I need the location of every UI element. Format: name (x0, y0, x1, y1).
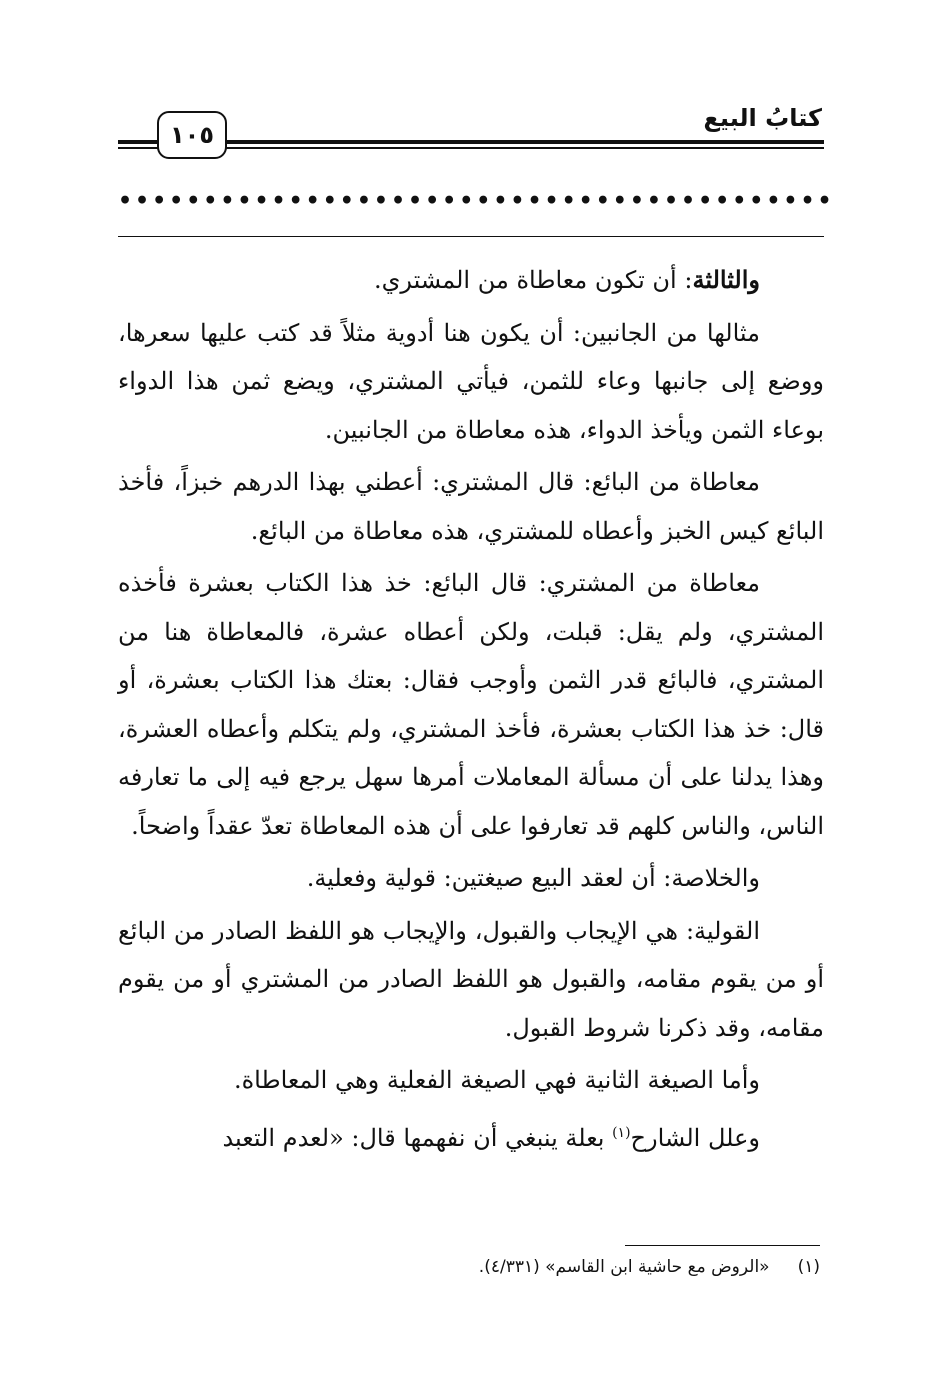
paragraph-7: وأما الصيغة الثانية فهي الصيغة الفعلية وهي المعاطاة. (233, 1066, 760, 1094)
footnote (130, 1257, 820, 1277)
paragraph-2: مثالها من الجانبين: أن يكون هنا أدوية مثلاً قد كتب عليها سعرها، ووضع إلى جانبها وعاء للثمن، فيأتي المشتري، ويضع ثمن هذا الدواء بوعاء الثمن ويأخذ الدواء، هذه معاطاة من الجانبين. (118, 318, 824, 444)
footnote-reference[interactable]: (١) (612, 1124, 631, 1141)
paragraph-lead: والثالثة (692, 265, 760, 294)
paragraph-text: وعلل الشارح (630, 1123, 760, 1152)
page-number-badge (157, 111, 227, 159)
section-rule (118, 236, 824, 237)
paragraph-8 (118, 1109, 824, 1163)
paragraph-5: والخلاصة: أن لعقد البيع صيغتين: قولية وفعلية. (306, 864, 760, 892)
paragraph-4: معاطاة من المشتري: قال البائع: خذ هذا الكتاب بعشرة فأخذه المشتري، ولم يقل: قبلت، ولكن أعطاه عشرة، فالمعاطاة هنا من المشتري، فالبائع قدر الثمن وأوجب فقال: بعتك هذا الكتاب بعشرة، أو قال: خذ هذا الكتاب بعشرة، فأخذ المشتري، ولم يتكلم وأعطاه العشرة، وهذا يدلنا على أن مسألة المعاملات أمرها سهل يرجع فيه إلى ما تعارفه الناس، والناس كلهم قد تعارفوا على أن هذه المعاطاة تعدّ عقداً واضحاً. (118, 569, 824, 840)
paragraph-3: معاطاة من البائع: قال المشتري: أعطني بهذا الدرهم خبزاً، فأخذ البائع كيس الخبز وأعطاه للمشتري، هذه معاطاة من البائع. (118, 468, 824, 545)
header-rule-left-thick (118, 140, 158, 144)
dotted-separator: •••••••••••••••••••••••••••••••••••••••••• (118, 188, 835, 214)
page-number: ١٠٥ (170, 121, 214, 149)
paragraph-6: القولية: هي الإيجاب والقبول، والإيجاب هو اللفظ الصادر من البائع أو من يقوم مقامه، والقبول هو اللفظ الصادر من المشتري أو من يقوم مقامه، وقد ذكرنا شروط القبول. (118, 916, 824, 1042)
header-rule-right-thick (222, 140, 824, 144)
header-rule-right-thin (222, 147, 824, 149)
footnote-rule (625, 1245, 820, 1246)
footnote-number: (١) (797, 1257, 820, 1277)
running-header-title: كتابُ البيع (703, 104, 822, 132)
body-text (118, 256, 824, 1162)
paragraph-text: : أن تكون معاطاة من المشتري. (373, 266, 693, 294)
header-rule-left-thin (118, 147, 158, 149)
footnote-text: «الروض مع حاشية ابن القاسم» (٤/٣٣١). (478, 1257, 770, 1277)
paragraph-text: بعلة ينبغي أن نفهمها قال: «لعدم التعبد (222, 1123, 613, 1152)
paragraph-1 (118, 256, 824, 305)
